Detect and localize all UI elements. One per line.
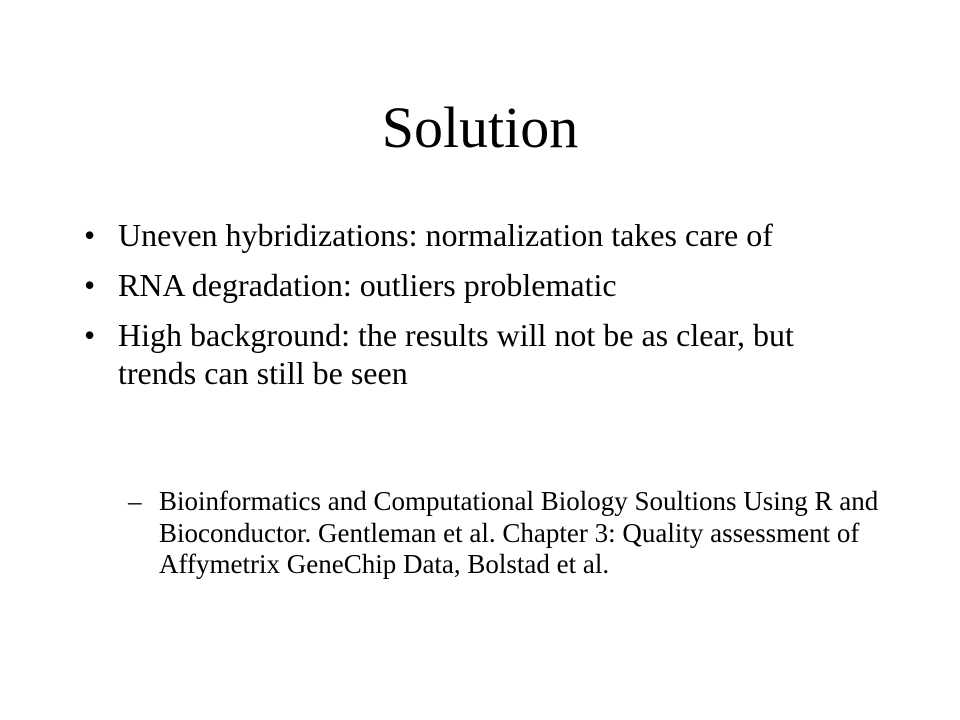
- bullet-item-high-background: [82, 316, 862, 392]
- bullet-item-rna-degradation: [82, 266, 862, 304]
- bullet-list: [82, 216, 862, 404]
- reference-list: [128, 486, 888, 581]
- bullet-text: High background: the results will not be as clear, but trends can still be seen: [118, 317, 794, 391]
- dash-marker: –: [128, 486, 142, 516]
- bullet-item-uneven-hybridizations: [82, 216, 862, 254]
- reference-item: [128, 486, 888, 581]
- bullet-marker: •: [84, 217, 96, 253]
- bullet-text: RNA degradation: outliers problematic: [118, 267, 617, 303]
- reference-text: Bioinformatics and Computational Biology Soultions Using R and Bioconductor. Gentleman et al. Chapter 3: Quality assessment of Affymetrix GeneChip Data, Bolstad et al.: [159, 486, 879, 579]
- bullet-marker: •: [84, 267, 96, 303]
- bullet-marker: •: [84, 317, 96, 353]
- bullet-text: Uneven hybridizations: normalization takes care of: [118, 217, 773, 253]
- slide-title: Solution: [381, 95, 579, 160]
